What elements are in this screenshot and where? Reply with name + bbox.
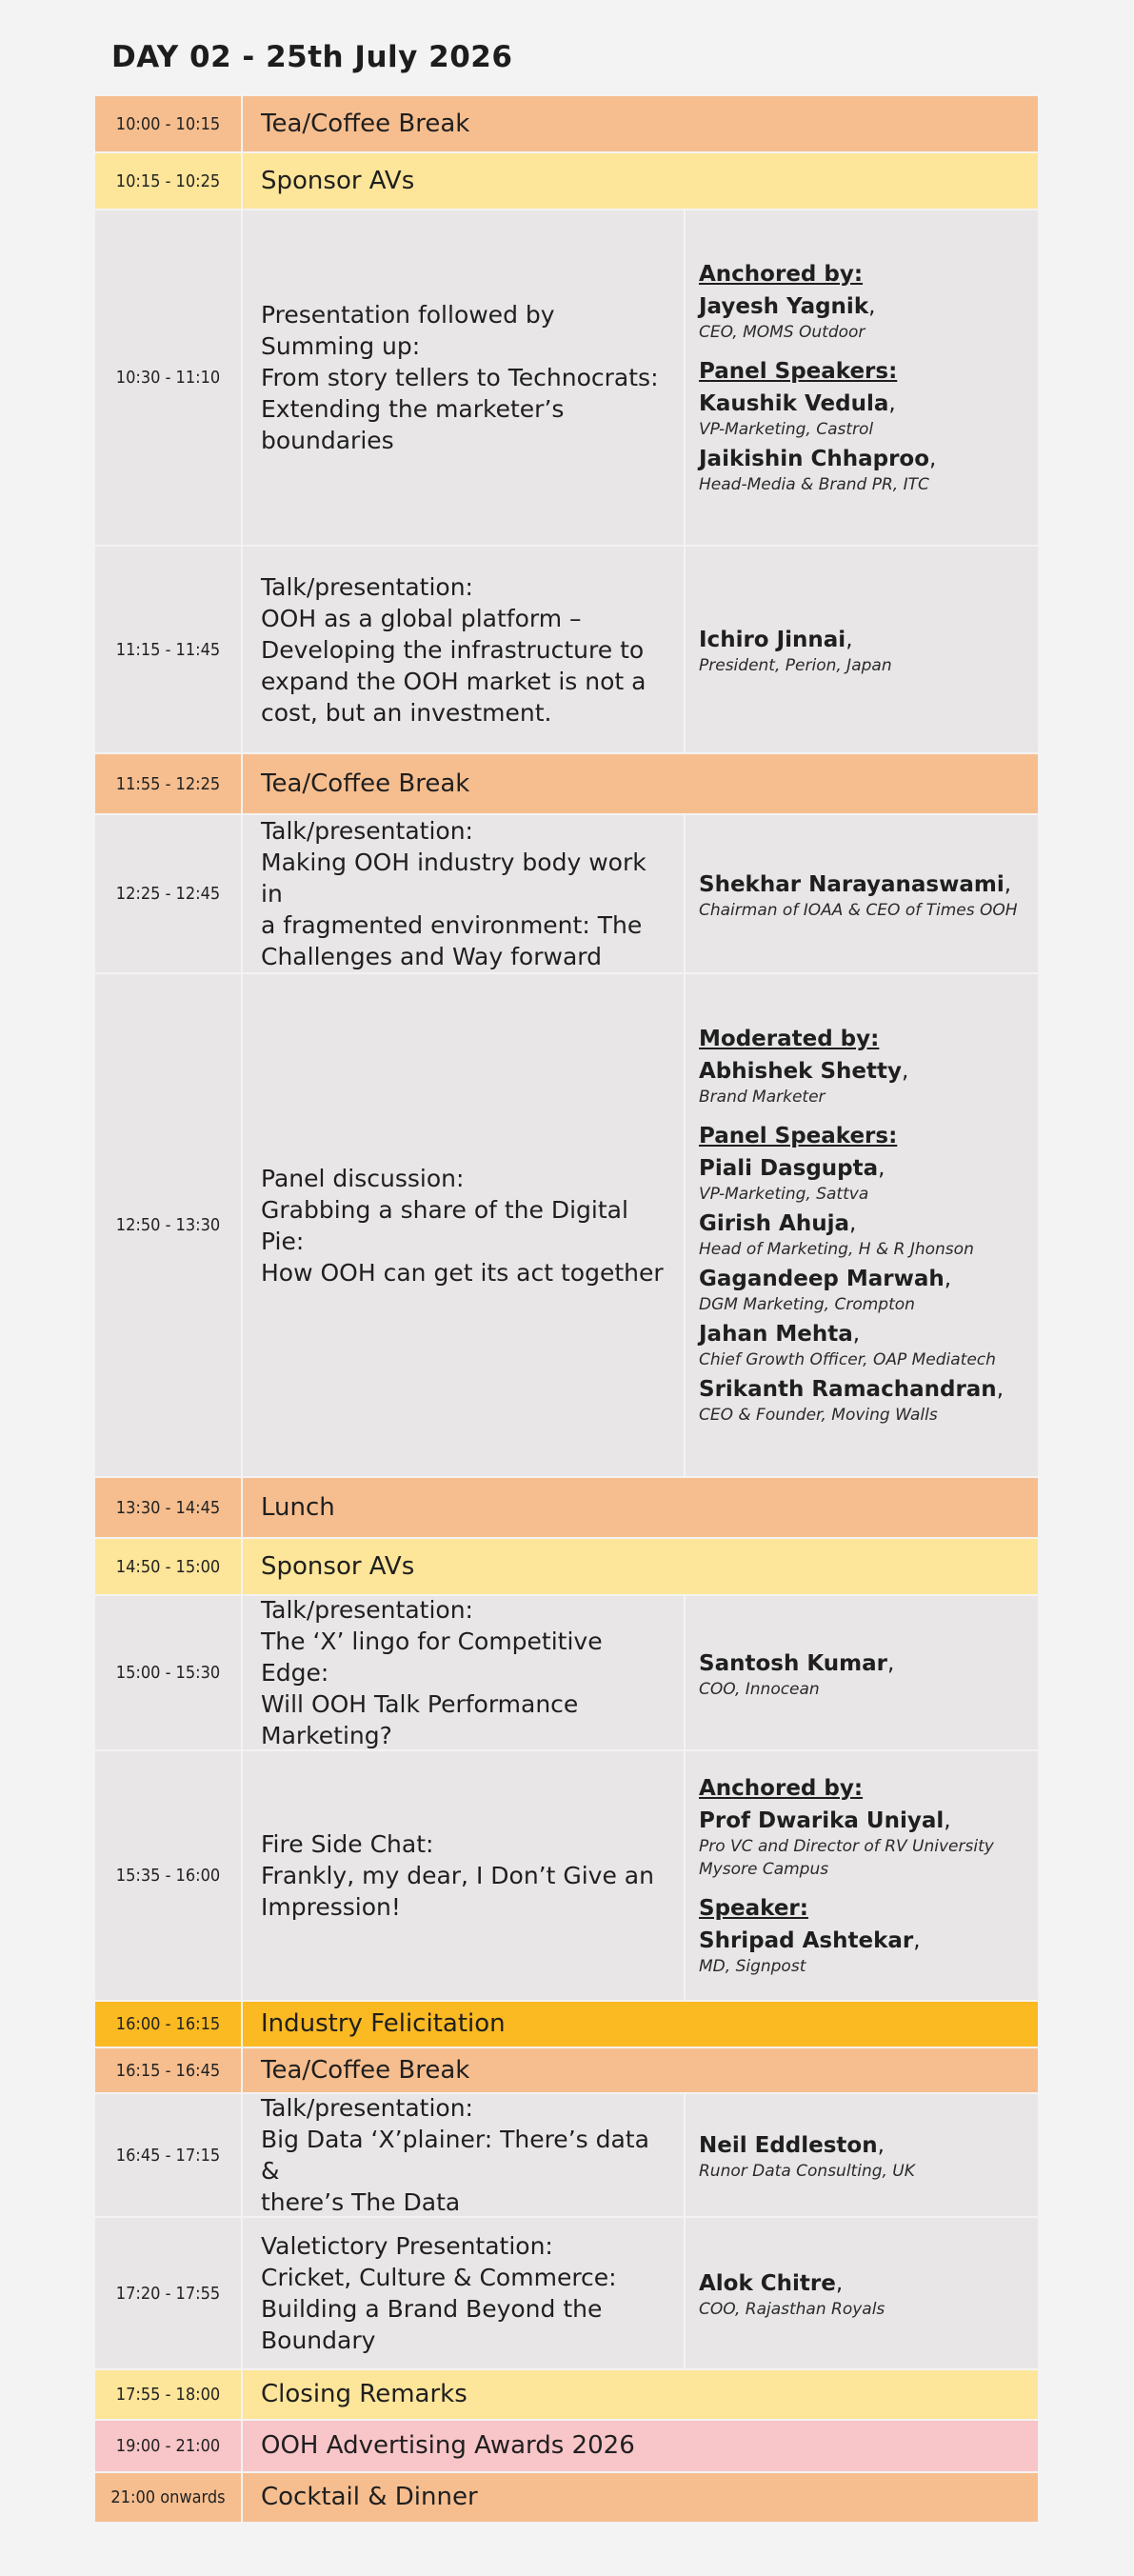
speaker-name: Santosh Kumar	[699, 1650, 887, 1676]
session-row	[95, 210, 1038, 547]
session-row	[95, 2421, 1038, 2473]
speaker-name: Jayesh Yagnik	[699, 293, 869, 319]
speaker-name-line: Shripad Ashtekar,	[699, 1927, 921, 1953]
session-title: OOH Advertising Awards 2026	[261, 2431, 635, 2460]
session-time: 16:00 - 16:15	[95, 2002, 243, 2047]
speaker-name-line: Jayesh Yagnik,	[699, 293, 876, 319]
speaker-name-line: Shekhar Narayanaswami,	[699, 871, 1012, 897]
session-title: Cocktail & Dinner	[261, 2483, 478, 2511]
speakers-cell	[686, 547, 1038, 752]
schedule-table	[95, 96, 1038, 2524]
speaker-name: Shekhar Narayanaswami	[699, 871, 1005, 897]
role-heading: Moderated by:	[699, 1026, 880, 1051]
session-time: 10:00 - 10:15	[95, 96, 243, 151]
speakers-cell	[686, 2094, 1038, 2216]
session-row	[95, 1751, 1038, 2002]
session-title: Talk/presentation: The ‘X’ lingo for Competitive Edge: Will OOH Talk Performance Marketing?	[243, 1596, 686, 1749]
session-time: 10:15 - 10:25	[95, 153, 243, 209]
speaker-designation: Runor Data Consulting, UK	[699, 2162, 915, 2181]
speaker-name: Alok Chitre	[699, 2271, 836, 2296]
speaker-name: Piali Dasgupta	[699, 1155, 879, 1181]
role-heading: Anchored by:	[699, 261, 864, 287]
speaker-name-line: Girish Ahuja,	[699, 1210, 857, 1236]
session-title: Panel discussion: Grabbing a share of the Digital Pie: How OOH can get its act together	[243, 974, 686, 1476]
session-time: 12:25 - 12:45	[95, 815, 243, 972]
session-row	[95, 547, 1038, 754]
speaker-name-line: Ichiro Jinnai,	[699, 628, 853, 652]
speaker-designation: CEO & Founder, Moving Walls	[699, 1405, 938, 1425]
speaker-designation: Head of Marketing, H & R Jhonson	[699, 1239, 974, 1259]
speaker-name: Shripad Ashtekar	[699, 1927, 914, 1953]
speaker-name: Girish Ahuja	[699, 1210, 850, 1236]
speaker-name-line: Srikanth Ramachandran,	[699, 1376, 1004, 1402]
speaker-name: Srikanth Ramachandran	[699, 1376, 997, 1402]
speaker-name: Abhishek Shetty	[699, 1058, 903, 1084]
speaker-name: Prof Dwarika Uniyal	[699, 1807, 945, 1833]
session-time: 12:50 - 13:30	[95, 974, 243, 1476]
session-row	[95, 2370, 1038, 2421]
session-title: Presentation followed by Summing up: From story tellers to Technocrats: Extending the marketer’s boundaries	[243, 210, 686, 545]
session-row	[95, 2094, 1038, 2218]
speaker-name-line: Neil Eddleston,	[699, 2133, 885, 2158]
day-title: DAY 02 - 25th July 2026	[111, 40, 513, 74]
speaker-designation: VP-Marketing, Castrol	[699, 419, 874, 439]
session-time: 17:55 - 18:00	[95, 2370, 243, 2419]
speakers-cell	[686, 2218, 1038, 2368]
session-time: 19:00 - 21:00	[95, 2421, 243, 2471]
speaker-designation: COO, Innocean	[699, 1679, 820, 1699]
session-row	[95, 754, 1038, 815]
session-title: Fire Side Chat: Frankly, my dear, I Don’t Give an Impression!	[243, 1751, 686, 2000]
speaker-name-line: Piali Dasgupta,	[699, 1155, 885, 1181]
session-row	[95, 153, 1038, 210]
session-title: Talk/presentation: OOH as a global platform – Developing the infrastructure to expand the OOH market is not a cost, but an investment.	[243, 547, 686, 752]
session-time: 16:15 - 16:45	[95, 2048, 243, 2092]
session-row	[95, 2048, 1038, 2094]
session-title: Tea/Coffee Break	[261, 109, 470, 138]
session-title: Industry Felicitation	[261, 2009, 506, 2038]
session-time: 15:35 - 16:00	[95, 1751, 243, 2000]
speaker-designation: DGM Marketing, Crompton	[699, 1294, 915, 1314]
speakers-cell	[686, 974, 1038, 1476]
session-row	[95, 1478, 1038, 1539]
session-row	[95, 2002, 1038, 2048]
speaker-designation: COO, Rajasthan Royals	[699, 2300, 885, 2319]
session-title: Lunch	[261, 1492, 335, 1522]
role-heading: Speaker:	[699, 1895, 808, 1921]
speaker-designation: Head-Media & Brand PR, ITC	[699, 474, 929, 494]
speakers-cell	[686, 815, 1038, 972]
session-time: 11:15 - 11:45	[95, 547, 243, 752]
speaker-designation: Brand Marketer	[699, 1087, 826, 1107]
session-title: Sponsor AVs	[261, 166, 415, 195]
speaker-designation: VP-Marketing, Sattva	[699, 1184, 869, 1204]
session-title: Tea/Coffee Break	[261, 2055, 470, 2085]
speaker-name-line: Prof Dwarika Uniyal,	[699, 1807, 951, 1833]
session-row	[95, 815, 1038, 974]
session-time: 15:00 - 15:30	[95, 1596, 243, 1749]
session-title: Talk/presentation: Big Data ‘X’plainer: There’s data & there’s The Data	[243, 2094, 686, 2216]
speaker-designation: Pro VC and Director of RV University Mysore Campus	[699, 1836, 994, 1879]
speakers-cell	[686, 210, 1038, 545]
speaker-name-line: Jahan Mehta,	[699, 1321, 861, 1347]
speaker-name: Ichiro Jinnai	[699, 628, 846, 652]
speakers-cell	[686, 1596, 1038, 1749]
session-row	[95, 1539, 1038, 1596]
session-title: Tea/Coffee Break	[261, 769, 470, 798]
session-row	[95, 2473, 1038, 2524]
session-time: 14:50 - 15:00	[95, 1539, 243, 1594]
speaker-name-line: Jaikishin Chhaproo,	[699, 446, 937, 471]
speaker-name-line: Gagandeep Marwah,	[699, 1266, 952, 1291]
session-title: Sponsor AVs	[261, 1551, 415, 1581]
speaker-name-line: Kaushik Vedula,	[699, 390, 896, 416]
session-time: 11:55 - 12:25	[95, 754, 243, 813]
speaker-name: Jaikishin Chhaproo	[699, 446, 930, 471]
role-heading: Anchored by:	[699, 1775, 864, 1801]
speakers-cell	[686, 1751, 1038, 2000]
speaker-designation: Chairman of IOAA & CEO of Times OOH	[699, 900, 1018, 920]
speaker-designation: Chief Growth Officer, OAP Mediatech	[699, 1349, 996, 1369]
session-time: 16:45 - 17:15	[95, 2094, 243, 2216]
session-time: 21:00 onwards	[95, 2473, 243, 2522]
session-row	[95, 974, 1038, 1478]
session-time: 17:20 - 17:55	[95, 2218, 243, 2368]
session-row	[95, 1596, 1038, 1751]
speaker-name: Gagandeep Marwah	[699, 1266, 945, 1291]
speaker-name: Jahan Mehta	[699, 1321, 853, 1347]
speaker-name-line: Abhishek Shetty,	[699, 1058, 909, 1084]
session-title: Talk/presentation: Making OOH industry body work in a fragmented environment: The Challenges and Way forward	[243, 815, 686, 972]
speaker-name-line: Santosh Kumar,	[699, 1650, 895, 1676]
speaker-designation: President, Perion, Japan	[699, 656, 892, 675]
speaker-designation: CEO, MOMS Outdoor	[699, 322, 865, 342]
role-heading: Panel Speakers:	[699, 358, 898, 384]
speaker-name: Neil Eddleston	[699, 2133, 878, 2158]
speaker-name: Kaushik Vedula	[699, 390, 889, 416]
speaker-designation: MD, Signpost	[699, 1956, 806, 1976]
session-time: 10:30 - 11:10	[95, 210, 243, 545]
role-heading: Panel Speakers:	[699, 1123, 898, 1148]
session-row	[95, 96, 1038, 153]
speaker-name-line: Alok Chitre,	[699, 2271, 844, 2296]
session-row	[95, 2218, 1038, 2370]
session-time: 13:30 - 14:45	[95, 1478, 243, 1537]
session-title: Valetictory Presentation: Cricket, Culture & Commerce: Building a Brand Beyond the Boundary	[243, 2218, 686, 2368]
session-title: Closing Remarks	[261, 2380, 468, 2408]
